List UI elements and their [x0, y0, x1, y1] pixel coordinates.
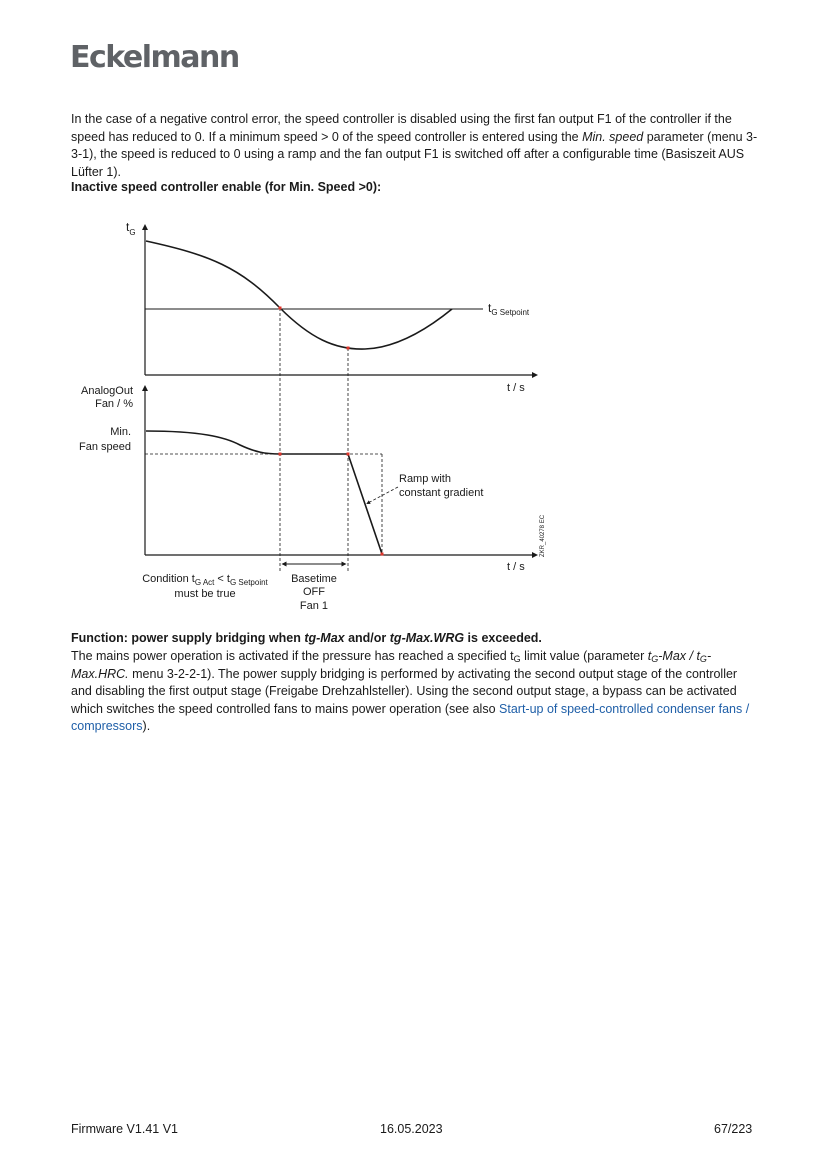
- top-time-label: t / s: [507, 382, 525, 394]
- setpoint-label: $t_{G Setpoint}$: [488, 301, 530, 317]
- bottom-time-label: t / s: [507, 561, 525, 573]
- temperature-curve: [146, 241, 452, 349]
- marker-setpoint-crossing: [279, 307, 282, 310]
- min-label: Min.: [110, 426, 131, 438]
- marker-ramp-end: [381, 553, 384, 556]
- condition-label: Condition $t_{G Act} < t_{G Setpoint}$: [142, 573, 268, 587]
- figure-id: ZKR_40278 EC: [540, 514, 546, 557]
- footer-page-number: 67/223: [714, 1122, 753, 1136]
- condition-line-2: must be true: [174, 588, 236, 600]
- basetime-label-2: OFF: [303, 586, 325, 598]
- marker-min-speed-start: [279, 453, 282, 456]
- min-speed-param: Min. speed: [582, 129, 644, 144]
- diagram-heading: Inactive speed controller enable (for Min. Speed >0):: [71, 180, 382, 194]
- speed-controller-diagram: [60, 205, 560, 615]
- top-y-label: $t_G$: [126, 220, 136, 237]
- ramp-label-2: constant gradient: [399, 487, 484, 499]
- marker-ramp-start: [347, 453, 350, 456]
- fan-percent-label: Fan / %: [95, 398, 133, 410]
- analog-out-label: AnalogOut: [81, 385, 133, 397]
- startup-link[interactable]: Start-up of speed-controlled condenser fans / compressors: [71, 701, 750, 733]
- ramp-pointer: [368, 487, 398, 503]
- intro-text-2: parameter (menu 3-3-1), the speed is reduced to 0 using a ramp and the fan output F1 is switched off after a configurable time (Basiszeit AUS Lüfter 1).: [71, 129, 758, 179]
- intro-paragraph: [71, 111, 761, 181]
- fan-speed-label: Fan speed: [79, 441, 131, 453]
- ramp-label-1: Ramp with: [399, 473, 451, 485]
- function-paragraph: The mains power operation is activated if the pressure has reached a specified $t_G$ limit value (parameter $t_G$-Max / $t_G-Max.HRC$. menu 3-2-2-1). The power supply bridging is performed by activating the second output stage of the controller and disabling the first output stage (Freigabe Drehzahlsteller). Using the second output stage, a bypass can be activated which switches the speed controlled fans to mains power operation (see also Start-up of speed-controlled condenser fans / compressors).: [71, 649, 750, 733]
- marker-curve-minimum: [347, 347, 350, 350]
- basetime-label-1: Basetime: [291, 573, 337, 585]
- intro-text-1: In the case of a negative control error, the speed controller is disabled using the first fan output F1 of the controller if the speed has reduced to 0. If a minimum speed > 0 of the speed controller is entered using the: [71, 112, 732, 144]
- footer-date: 16.05.2023: [380, 1122, 443, 1136]
- function-heading: Function: power supply bridging when tg-Max and/or tg-Max.WRG is exceeded.: [71, 631, 542, 645]
- footer-firmware: Firmware V1.41 V1: [71, 1122, 178, 1136]
- eckelmann-logo: Eckelmann: [70, 40, 239, 75]
- fan-speed-curve: [146, 431, 382, 554]
- basetime-label-3: Fan 1: [299, 600, 329, 612]
